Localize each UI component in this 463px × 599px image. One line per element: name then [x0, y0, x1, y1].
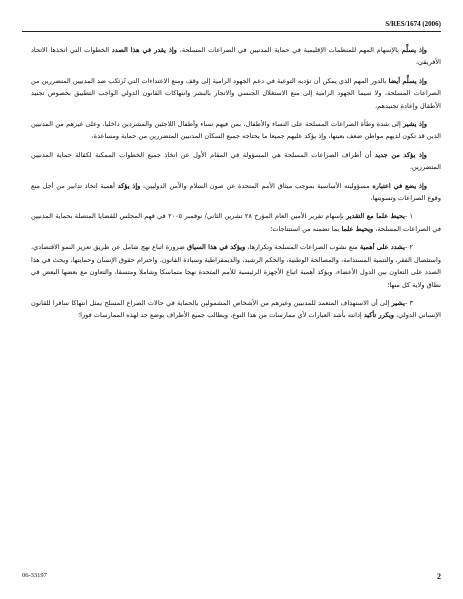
paragraph-text-2: بما تضمنه من استنتاجات؛ — [270, 224, 342, 233]
paragraph-lead: وإذ يسلِّم أيضا — [388, 76, 428, 85]
paragraph-text: بالإسهام المهم للمنظمات الإقليمية في حماية المدنيين في الصراعات المسلحة، — [176, 46, 402, 54]
page-number: 2 — [437, 572, 441, 581]
paragraph-number: ١ - — [405, 212, 413, 221]
preamble-paragraph-5 — [31, 180, 441, 205]
preamble-paragraph-1 — [31, 44, 441, 69]
paragraph-text: بإسهام تقرير الأمين العام المؤرخ ٢٨ تشرين الثاني/ نوفمبر ٢٠٠٥ في فهم المجلس للقضايا المتصلة بحماية المدنيين في الصراعات المسلحة، — [31, 212, 441, 233]
paragraph-lead-2: ويكرر تأكيد — [363, 311, 395, 320]
preamble-paragraph-3 — [31, 118, 441, 143]
paragraph-text-2: ضرورة اتباع نهج شامل عن طريق تعزيز النمو الاقتصادي، واستئصال الفقر، والتنمية المستدامة، والمصالحة الوطنية، والحكم الرشيد، والديمقراطية وسيادة القانون، واحترام حقوق الإنسان وحمايتها، ويحث في هذا الصدد على التعاون بين الدول الأعضاء، ويؤكد أهمية اتباع الأجهزة الرئيسية للأمم المتحدة نهجا متماسكا وشاملا ومتسقا، والتعاون مع بعضها البعض في نطاق ولاية كل منها؛ — [31, 243, 441, 289]
paragraph-lead: يشير — [391, 298, 405, 307]
paragraph-number: ٣ - — [405, 298, 413, 307]
paragraph-lead: وإذ يشير — [403, 120, 427, 129]
paragraph-lead: يحيط علما مع التقدير — [346, 212, 405, 221]
paragraph-lead-2: ويحيط علما — [341, 224, 374, 233]
paragraph-lead-2: ويؤكد في هذا السياق — [187, 243, 246, 252]
operative-paragraph-1 — [31, 210, 441, 235]
paragraph-lead: وإذ يسلِّم — [401, 46, 427, 54]
document-body — [31, 44, 441, 328]
paragraph-text: إلى أن الاستهداف المتعمد للمدنيين وغيرهم من الأشخاص المشمولين بالحماية في حالات الصراع المسلح يمثل انتهاكا سافرا للقانون الإنساني الدولي، — [31, 298, 441, 320]
operative-paragraph-2 — [31, 241, 441, 291]
paragraph-text: أن أطراف الصراعات المسلحة هي المسؤولة في المقام الأول عن اتخاذ جميع الخطوات الممكنة لكفالة حماية المدنيين المتضررين، — [31, 150, 441, 172]
paragraph-lead: وإذ يضع في اعتباره — [372, 181, 428, 190]
paragraph-text: بالدور المهم الذي يمكن أن تؤديه التوعية في دعم الجهود الرامية إلى وقف ومنع الاعتداءات التي تُرتكب ضد المدنيين المتضررين من الصراعات المسلحة، ولا سيما الجهود الرامية إلى منع الاستغلال الجنسي والاتجار بالبشر وانتهاكات القانون الدولي الواجب التطبيق بخصوص تجنيد الأطفال وإعادة تجنيدهم، — [31, 76, 441, 110]
paragraph-text-2: إدانته بأشد العبارات لأي ممارسات من هذا النوع، ويطالب جميع الأطراف بوضع حد لهذه الممارسات فورا؛ — [78, 311, 364, 320]
document-number: 06-33197 — [22, 572, 47, 579]
paragraph-number: ٢ - — [405, 243, 413, 252]
paragraph-lead-2: وإذ يؤكد — [117, 181, 141, 190]
document-symbol: S/RES/1674 (2006) — [385, 20, 441, 28]
paragraph-text: إلى شدة وطأة الصراعات المسلحة على النساء والأطفال، بمن فيهم نساء وأطفال اللاجئين والمشردين داخليا، وعلى غيرهم من المدنيين الذين قد تكون لديهم مواطن ضعف بعينها، وإذ يؤكد عليهم جميعا ما يحتاجه جميع السكان المدنيين المتضررين من حماية ومساعدة، — [31, 120, 441, 141]
header-divider — [22, 31, 441, 32]
preamble-paragraph-4 — [31, 149, 441, 174]
paragraph-text-2: أهمية اتخاذ تدابير من أجل منع وقوع الصراعات وتسويتها، — [31, 181, 441, 203]
preamble-paragraph-2 — [31, 75, 441, 112]
paragraph-text: منع نشوب الصراعات المسلحة وتكرارها، — [245, 243, 360, 252]
paragraph-lead-2: وإذ يقدر في هذا الصدد — [111, 46, 177, 54]
paragraph-lead: وإذ يؤكد من جديد — [374, 150, 427, 159]
paragraph-text-2: الخطوات التي اتخذها الاتحاد الأفريقي، — [31, 46, 441, 67]
paragraph-text: مسؤوليته الأساسية بموجب ميثاق الأمم المتحدة عن صون السلام والأمن الدوليين، — [140, 181, 373, 190]
paragraph-lead: يشدد على أهمية — [359, 243, 405, 252]
operative-paragraph-3 — [31, 297, 441, 322]
